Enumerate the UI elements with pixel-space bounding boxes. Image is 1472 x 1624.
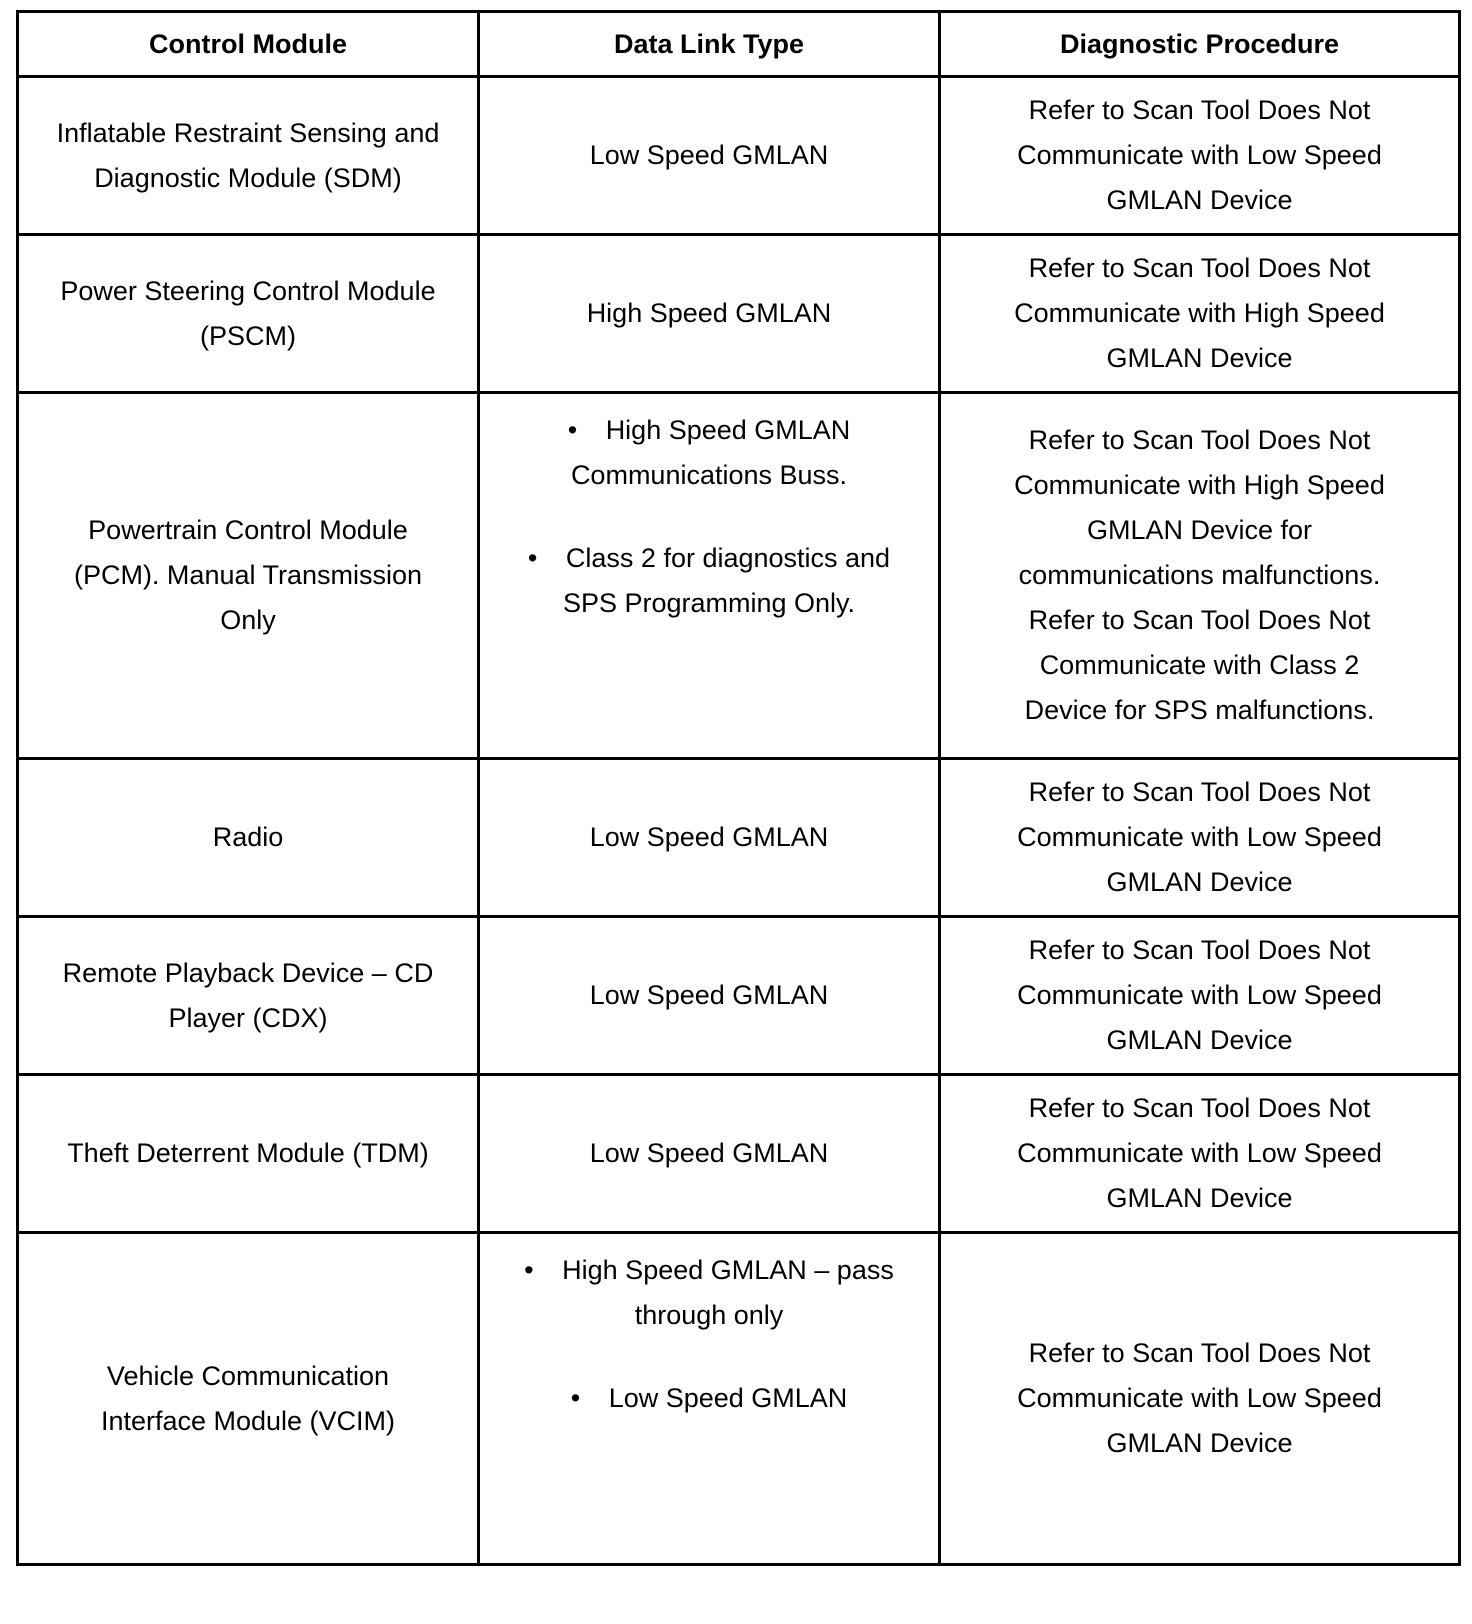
diagnostic-procedure-cell — [940, 759, 1460, 917]
control-module-name: Remote Playback Device – CD Player (CDX) — [62, 957, 434, 1033]
header-data-link-type: Data Link Type — [479, 12, 940, 77]
table-row — [18, 759, 1460, 917]
data-link-cell — [479, 917, 940, 1075]
diagnostic-procedure-text: Refer to Scan Tool Does Not Communicate with Low Speed GMLAN Device — [1017, 777, 1382, 897]
table-row — [18, 77, 1460, 235]
diagnostic-procedure-text: Refer to Scan Tool Does Not Communicate with Low Speed GMLAN Device — [1017, 935, 1382, 1055]
diagnostic-procedure-text: Refer to Scan Tool Does Not Communicate with Low Speed GMLAN Device — [1017, 1093, 1382, 1213]
data-link-cell — [479, 1075, 940, 1233]
data-link-cell — [479, 235, 940, 393]
diagnostic-procedure-text: Refer to Scan Tool Does Not Communicate with Class 2 Device for SPS malfunctions. — [1024, 605, 1375, 725]
control-module-name: Power Steering Control Module (PSCM) — [60, 275, 436, 351]
control-module-name: Vehicle Communication Interface Module (VCIM) — [100, 1360, 396, 1436]
control-module-cell — [18, 1233, 479, 1565]
control-module-cell — [18, 759, 479, 917]
data-link-item: • Class 2 for diagnostics and SPS Programming Only. — [506, 536, 912, 626]
diagnostic-procedure-text: Refer to Scan Tool Does Not Communicate with Low Speed GMLAN Device — [1017, 95, 1382, 215]
table-row — [18, 393, 1460, 759]
control-module-cell — [18, 917, 479, 1075]
control-module-name: Inflatable Restraint Sensing and Diagnostic Module (SDM) — [56, 117, 440, 193]
data-link-type: Low Speed GMLAN — [589, 980, 829, 1010]
control-module-name: Theft Deterrent Module (TDM) — [67, 1138, 429, 1168]
data-link-list — [506, 408, 912, 626]
data-link-item: • High Speed GMLAN Communications Buss. — [506, 408, 912, 498]
control-module-name: Powertrain Control Module (PCM). Manual Transmission Only — [73, 515, 423, 635]
data-link-item: • High Speed GMLAN – pass through only — [506, 1248, 912, 1338]
diagnostic-procedure-cell — [940, 917, 1460, 1075]
data-link-type: High Speed GMLAN — [586, 298, 832, 328]
data-link-list — [506, 1248, 912, 1421]
module-communication-table — [16, 10, 1461, 1566]
diagnostic-procedure-cell — [940, 235, 1460, 393]
diagnostic-procedure-cell — [940, 1075, 1460, 1233]
header-control-module: Control Module — [18, 12, 479, 77]
table-row — [18, 917, 1460, 1075]
diagnostic-procedure-cell — [940, 1233, 1460, 1565]
diagnostic-procedure-cell — [940, 77, 1460, 235]
data-link-cell — [479, 1233, 940, 1565]
control-module-cell — [18, 235, 479, 393]
data-link-type: Low Speed GMLAN — [589, 140, 829, 170]
data-link-item: • Low Speed GMLAN — [506, 1376, 912, 1421]
table-row — [18, 1075, 1460, 1233]
header-row — [18, 12, 1460, 77]
header-diagnostic-procedure: Diagnostic Procedure — [940, 12, 1460, 77]
data-link-cell — [479, 759, 940, 917]
data-link-type: Low Speed GMLAN — [589, 1138, 829, 1168]
control-module-cell — [18, 77, 479, 235]
data-link-cell — [479, 393, 940, 759]
diagnostic-procedure-text: Refer to Scan Tool Does Not Communicate with High Speed GMLAN Device — [1014, 253, 1385, 373]
control-module-name: Radio — [212, 822, 284, 852]
diagnostic-procedure-text: Refer to Scan Tool Does Not Communicate with High Speed GMLAN Device for communications malfunctions. — [1014, 425, 1385, 590]
data-link-type: Low Speed GMLAN — [589, 822, 829, 852]
diagnostic-procedure-cell — [940, 393, 1460, 759]
diagnostic-procedure-text: Refer to Scan Tool Does Not Communicate with Low Speed GMLAN Device — [1017, 1338, 1382, 1458]
control-module-cell — [18, 1075, 479, 1233]
table-row — [18, 235, 1460, 393]
data-link-cell — [479, 77, 940, 235]
table-row — [18, 1233, 1460, 1565]
control-module-cell — [18, 393, 479, 759]
